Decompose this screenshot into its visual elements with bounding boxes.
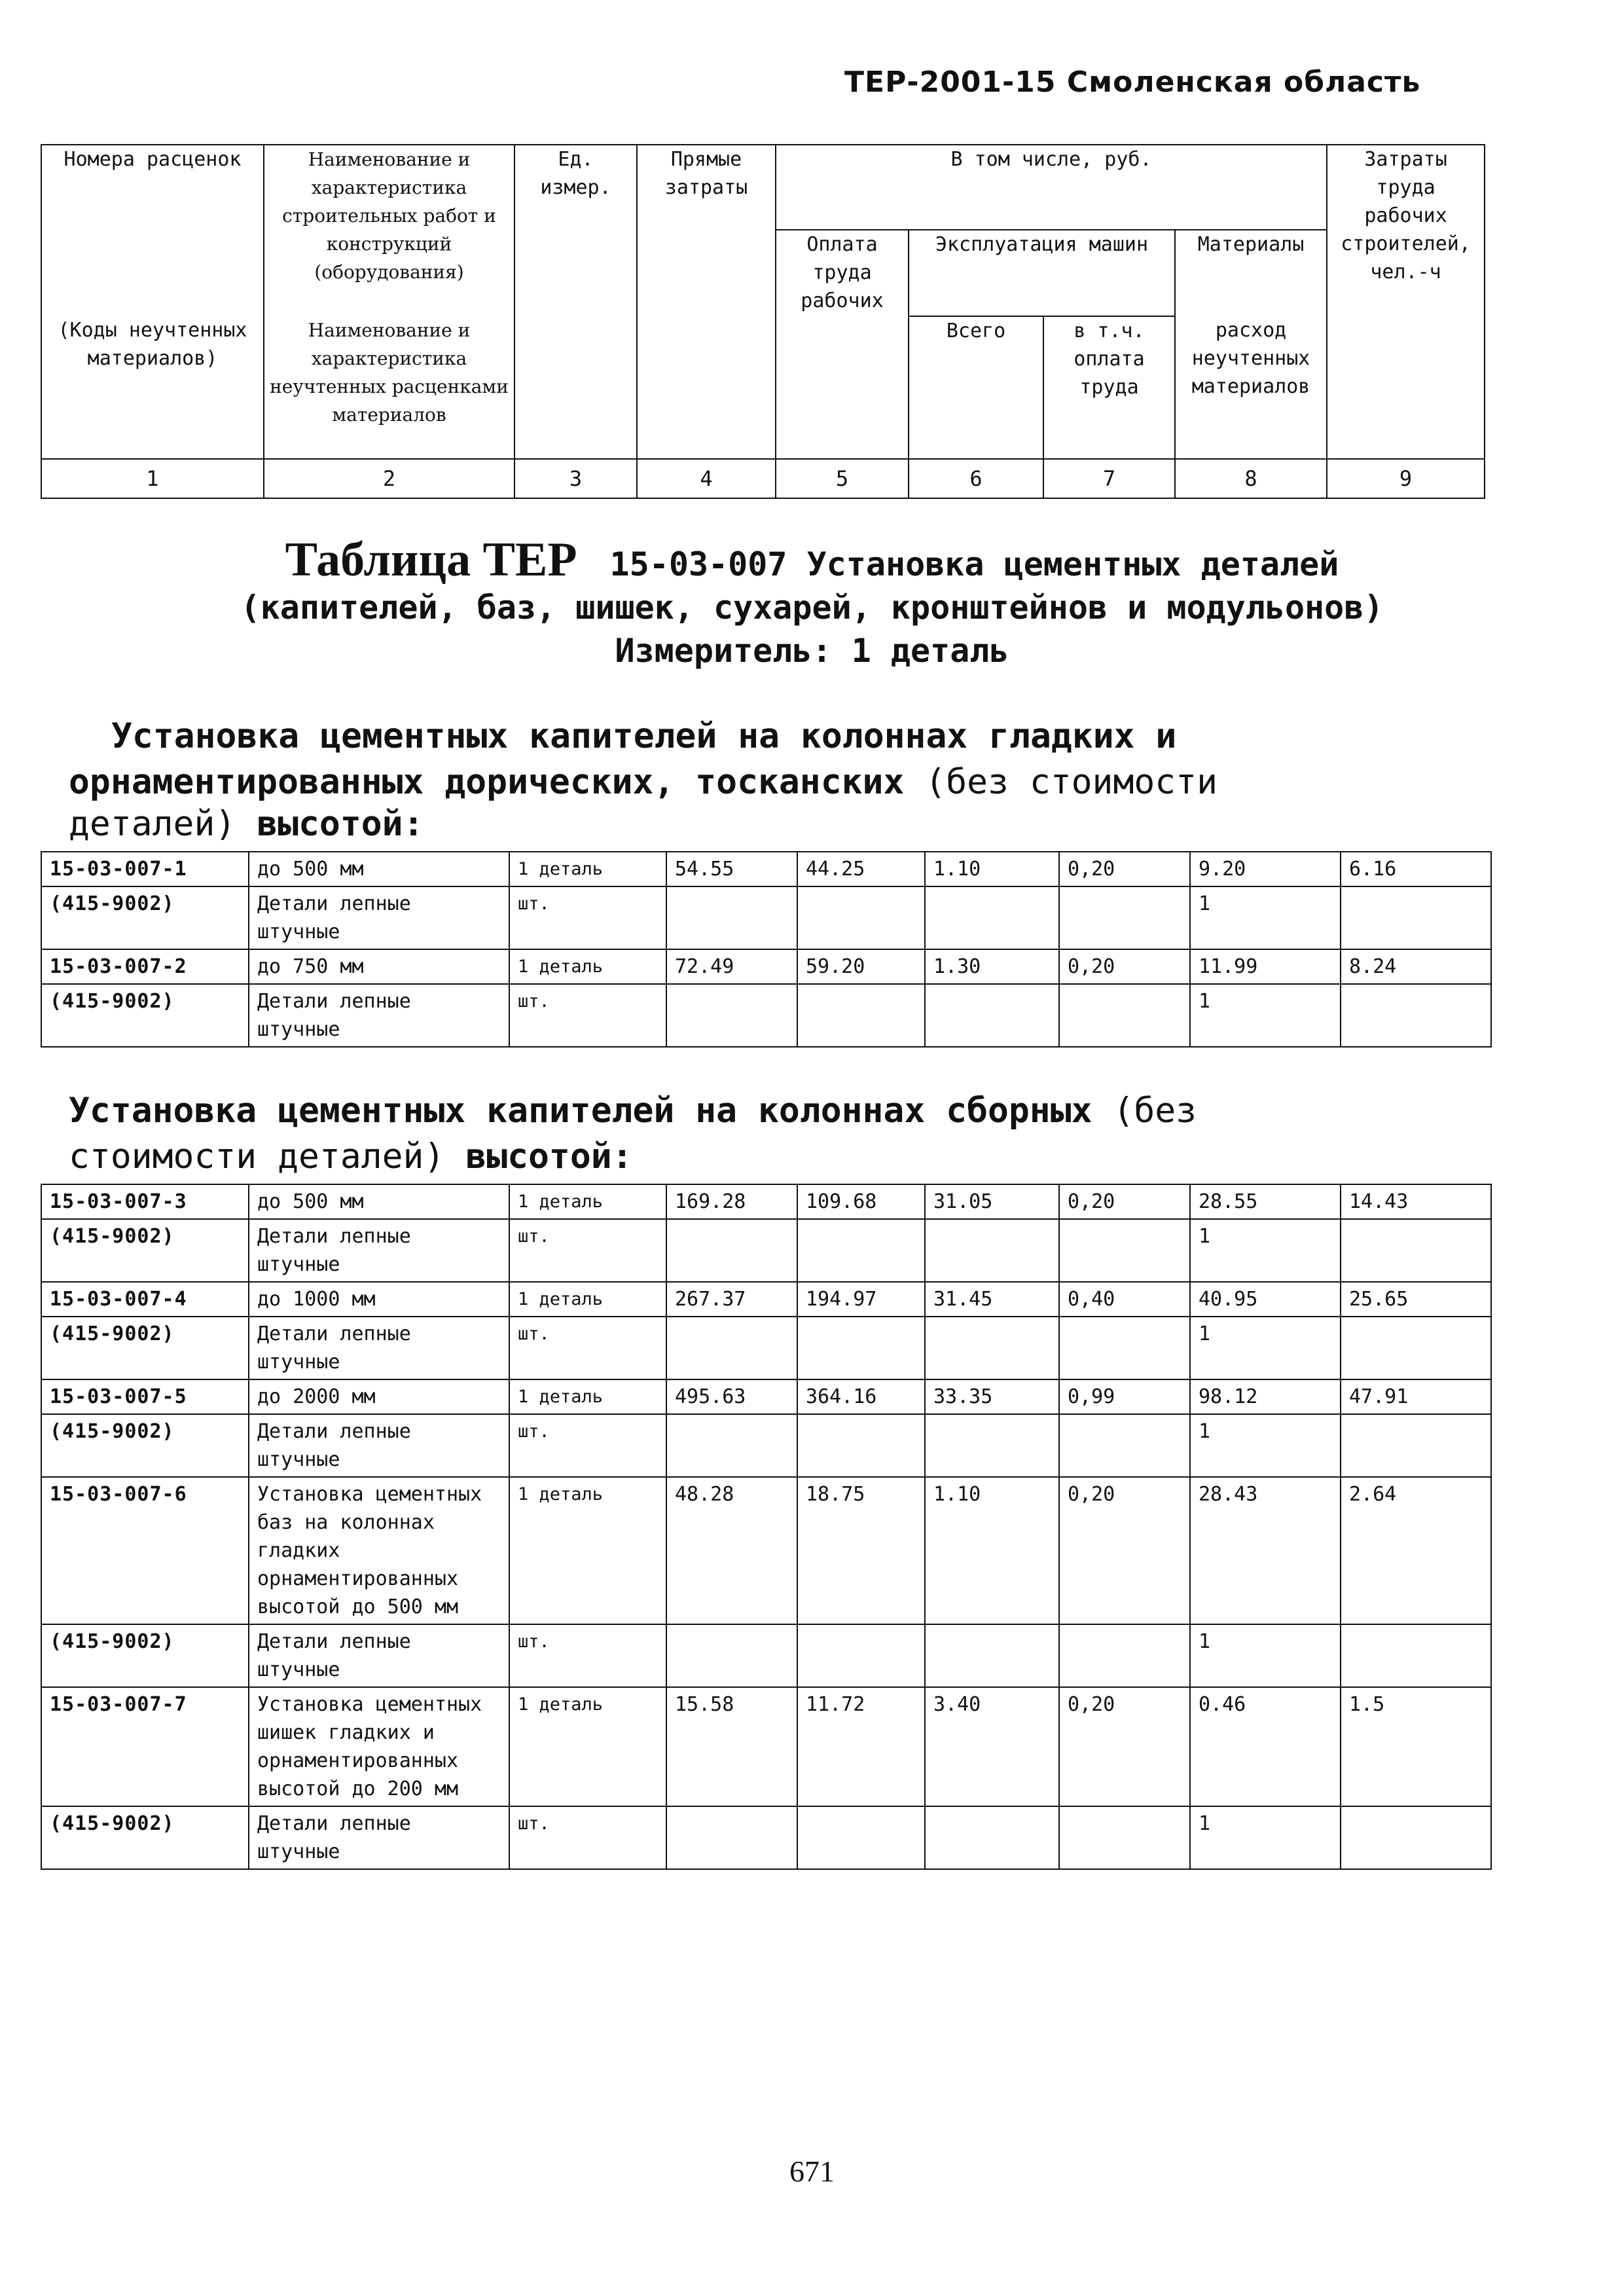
cell-materials: 28.55 xyxy=(1190,1184,1341,1219)
table-row xyxy=(41,949,1491,984)
cell-machines-wages: 0,20 xyxy=(1059,1184,1190,1219)
column-number: 1 xyxy=(41,459,264,498)
cell-worker-wages: 18.75 xyxy=(797,1477,925,1624)
cell-machines-wages: 0,20 xyxy=(1059,1477,1190,1624)
cell-machines-total xyxy=(925,886,1059,949)
table-row xyxy=(41,1317,1491,1379)
cell-worker-wages xyxy=(797,1219,925,1282)
cell-worker-wages xyxy=(797,886,925,949)
cell-materials: 40.95 xyxy=(1190,1282,1341,1317)
cell-rate-code: (415-9002) xyxy=(41,1806,249,1869)
cell-direct-costs: 169.28 xyxy=(666,1184,797,1219)
cell-unit: 1 деталь xyxy=(509,1687,666,1806)
cell-labor-costs: 8.24 xyxy=(1341,949,1491,984)
cell-rate-code: (415-9002) xyxy=(41,984,249,1047)
cell-direct-costs xyxy=(666,1806,797,1869)
table-row xyxy=(41,1687,1491,1806)
cell-work-name: до 500 мм xyxy=(249,852,509,886)
section2-line2-light: стоимости деталей) xyxy=(69,1137,445,1176)
cell-machines-wages xyxy=(1059,886,1190,949)
header-work-name: Наименование и характеристика строительных работ и конструкций (оборудования) xyxy=(264,145,514,316)
cell-rate-code: 15-03-007-3 xyxy=(41,1184,249,1219)
header-materials: Материалы xyxy=(1175,230,1327,316)
column-number: 9 xyxy=(1327,459,1485,498)
cell-direct-costs: 495.63 xyxy=(666,1379,797,1414)
cell-direct-costs xyxy=(666,1414,797,1477)
cell-work-name: Детали лепные штучные xyxy=(249,1806,509,1869)
cell-labor-costs xyxy=(1341,1219,1491,1282)
cell-work-name: до 1000 мм xyxy=(249,1282,509,1317)
cell-work-name: Детали лепные штучные xyxy=(249,886,509,949)
section1-heading xyxy=(69,714,1617,844)
table-row xyxy=(41,1414,1491,1477)
cell-worker-wages: 44.25 xyxy=(797,852,925,886)
cell-machines-wages: 0,20 xyxy=(1059,852,1190,886)
cell-machines-wages xyxy=(1059,984,1190,1047)
cell-direct-costs xyxy=(666,886,797,949)
cell-work-name: Детали лепные штучные xyxy=(249,984,509,1047)
cell-machines-total xyxy=(925,1806,1059,1869)
cell-worker-wages xyxy=(797,984,925,1047)
column-number: 3 xyxy=(514,459,637,498)
cell-rate-code: 15-03-007-5 xyxy=(41,1379,249,1414)
table-title-line2: (капителей, баз, шишек, сухарей, кронштейнов и модульонов) xyxy=(240,589,1384,627)
cell-materials: 1 xyxy=(1190,1414,1341,1477)
table-row xyxy=(41,886,1491,949)
cell-unit: шт. xyxy=(509,1317,666,1379)
column-number: 7 xyxy=(1043,459,1175,498)
cell-unit: шт. xyxy=(509,1414,666,1477)
header-material-consumption: расход неучтенных материалов xyxy=(1175,316,1327,459)
section1-table xyxy=(41,851,1492,1048)
cell-worker-wages: 11.72 xyxy=(797,1687,925,1806)
section1-line1: Установка цементных капителей на колоннах гладких и xyxy=(111,716,1177,756)
document-header: ТЕР-2001-15 Смоленская область xyxy=(844,65,1421,99)
cell-labor-costs: 47.91 xyxy=(1341,1379,1491,1414)
cell-machines-total xyxy=(925,1624,1059,1687)
cell-rate-code: (415-9002) xyxy=(41,1624,249,1687)
cell-labor-costs: 25.65 xyxy=(1341,1282,1491,1317)
cell-materials: 11.99 xyxy=(1190,949,1341,984)
header-machine-operation: Эксплуатация машин xyxy=(909,230,1175,316)
section1-line2-light: (без стоимости xyxy=(925,762,1218,802)
cell-worker-wages: 59.20 xyxy=(797,949,925,984)
cell-machines-wages: 0,20 xyxy=(1059,1687,1190,1806)
cell-rate-code: (415-9002) xyxy=(41,886,249,949)
cell-direct-costs xyxy=(666,1219,797,1282)
cell-machines-wages: 0,40 xyxy=(1059,1282,1190,1317)
cell-direct-costs xyxy=(666,1624,797,1687)
cell-rate-code: (415-9002) xyxy=(41,1414,249,1477)
cell-machines-total: 3.40 xyxy=(925,1687,1059,1806)
cell-unit: шт. xyxy=(509,1806,666,1869)
cell-worker-wages: 364.16 xyxy=(797,1379,925,1414)
column-number: 4 xyxy=(637,459,776,498)
table-row xyxy=(41,1477,1491,1624)
header-unaccounted-names: Наименование и характеристика неучтенных расценками материалов xyxy=(264,316,514,459)
header-unaccounted-codes: (Коды неучтенных материалов) xyxy=(41,316,264,459)
cell-unit: 1 деталь xyxy=(509,1379,666,1414)
cell-direct-costs: 267.37 xyxy=(666,1282,797,1317)
cell-machines-total: 1.10 xyxy=(925,1477,1059,1624)
section2-line1-light: (без xyxy=(1113,1091,1197,1131)
cell-work-name: Детали лепные штучные xyxy=(249,1219,509,1282)
table-row xyxy=(41,984,1491,1047)
cell-labor-costs xyxy=(1341,984,1491,1047)
cell-unit: шт. xyxy=(509,1219,666,1282)
cell-rate-code: 15-03-007-6 xyxy=(41,1477,249,1624)
cell-direct-costs: 48.28 xyxy=(666,1477,797,1624)
section1-line3-light: деталей) xyxy=(69,804,236,844)
table-row xyxy=(41,1379,1491,1414)
cell-labor-costs xyxy=(1341,1624,1491,1687)
cell-direct-costs: 72.49 xyxy=(666,949,797,984)
cell-work-name: Установка цементных шишек гладких и орнаментированных высотой до 200 мм xyxy=(249,1687,509,1806)
cell-machines-wages xyxy=(1059,1624,1190,1687)
header-machines-total: Всего xyxy=(909,316,1043,459)
cell-direct-costs: 54.55 xyxy=(666,852,797,886)
table-row xyxy=(41,1624,1491,1687)
cell-machines-wages xyxy=(1059,1414,1190,1477)
cell-rate-code: 15-03-007-4 xyxy=(41,1282,249,1317)
table-title xyxy=(0,533,1624,672)
page-number: 671 xyxy=(789,2155,835,2188)
cell-work-name: до 500 мм xyxy=(249,1184,509,1219)
section2-table xyxy=(41,1184,1492,1870)
column-number: 5 xyxy=(776,459,909,498)
cell-machines-total: 33.35 xyxy=(925,1379,1059,1414)
cell-materials: 1 xyxy=(1190,984,1341,1047)
table-row xyxy=(41,1184,1491,1219)
column-number: 6 xyxy=(909,459,1043,498)
cell-materials: 1 xyxy=(1190,1219,1341,1282)
cell-direct-costs xyxy=(666,1317,797,1379)
cell-work-name: Детали лепные штучные xyxy=(249,1317,509,1379)
table-row xyxy=(41,852,1491,886)
cell-worker-wages xyxy=(797,1317,925,1379)
cell-materials: 1 xyxy=(1190,1624,1341,1687)
header-including-rub: В том числе, руб. xyxy=(776,145,1327,230)
cell-unit: шт. xyxy=(509,886,666,949)
cell-materials: 0.46 xyxy=(1190,1687,1341,1806)
cell-machines-total: 1.30 xyxy=(925,949,1059,984)
section2-line1-bold: Установка цементных капителей на колоннах сборных xyxy=(69,1091,1092,1131)
section2-line2-bold: высотой: xyxy=(465,1137,633,1176)
table-row xyxy=(41,1806,1491,1869)
cell-machines-wages xyxy=(1059,1219,1190,1282)
cell-labor-costs: 1.5 xyxy=(1341,1687,1491,1806)
cell-work-name: Детали лепные штучные xyxy=(249,1414,509,1477)
cell-unit: шт. xyxy=(509,1624,666,1687)
cell-labor-costs xyxy=(1341,886,1491,949)
cell-machines-total xyxy=(925,1414,1059,1477)
cell-labor-costs: 2.64 xyxy=(1341,1477,1491,1624)
cell-work-name: до 2000 мм xyxy=(249,1379,509,1414)
column-number: 8 xyxy=(1175,459,1327,498)
header-unit: Ед. измер. xyxy=(514,145,637,459)
header-rate-numbers: Номера расценок xyxy=(41,145,264,316)
column-number: 2 xyxy=(264,459,514,498)
cell-rate-code: 15-03-007-7 xyxy=(41,1687,249,1806)
header-labor-costs: Затраты труда рабочих строителей, чел.-ч xyxy=(1327,145,1485,459)
cell-labor-costs xyxy=(1341,1414,1491,1477)
cell-materials: 1 xyxy=(1190,1806,1341,1869)
cell-machines-total: 31.05 xyxy=(925,1184,1059,1219)
cell-unit: 1 деталь xyxy=(509,1184,666,1219)
cell-rate-code: 15-03-007-2 xyxy=(41,949,249,984)
cell-machines-total: 31.45 xyxy=(925,1282,1059,1317)
column-header-table xyxy=(41,144,1485,499)
cell-machines-total xyxy=(925,1219,1059,1282)
table-title-prefix: Таблица ТЕР xyxy=(285,533,577,587)
table-row xyxy=(41,1219,1491,1282)
cell-machines-total xyxy=(925,1317,1059,1379)
section1-line3-bold: высотой: xyxy=(257,804,424,844)
header-direct-costs: Прямые затраты xyxy=(637,145,776,459)
cell-unit: 1 деталь xyxy=(509,852,666,886)
cell-machines-total: 1.10 xyxy=(925,852,1059,886)
cell-labor-costs xyxy=(1341,1317,1491,1379)
cell-work-name: Установка цементных баз на колоннах гладких орнаментированных высотой до 500 мм xyxy=(249,1477,509,1624)
cell-machines-wages xyxy=(1059,1806,1190,1869)
cell-labor-costs xyxy=(1341,1806,1491,1869)
cell-rate-code: (415-9002) xyxy=(41,1317,249,1379)
cell-unit: шт. xyxy=(509,984,666,1047)
cell-machines-total xyxy=(925,984,1059,1047)
cell-unit: 1 деталь xyxy=(509,1282,666,1317)
header-worker-wages: Оплата труда рабочих xyxy=(776,230,909,459)
cell-direct-costs: 15.58 xyxy=(666,1687,797,1806)
cell-unit: 1 деталь xyxy=(509,949,666,984)
table-title-line3: Измеритель: 1 деталь xyxy=(615,632,1009,670)
cell-materials: 1 xyxy=(1190,1317,1341,1379)
table-row xyxy=(41,1282,1491,1317)
section1-line2-bold: орнаментированных дорических, тосканских xyxy=(69,762,905,802)
cell-labor-costs: 6.16 xyxy=(1341,852,1491,886)
cell-worker-wages: 109.68 xyxy=(797,1184,925,1219)
cell-worker-wages xyxy=(797,1806,925,1869)
cell-labor-costs: 14.43 xyxy=(1341,1184,1491,1219)
cell-materials: 98.12 xyxy=(1190,1379,1341,1414)
cell-work-name: Детали лепные штучные xyxy=(249,1624,509,1687)
cell-materials: 1 xyxy=(1190,886,1341,949)
cell-machines-wages: 0,99 xyxy=(1059,1379,1190,1414)
cell-machines-wages: 0,20 xyxy=(1059,949,1190,984)
cell-work-name: до 750 мм xyxy=(249,949,509,984)
cell-machines-wages xyxy=(1059,1317,1190,1379)
section2-heading xyxy=(69,1088,1574,1180)
cell-worker-wages xyxy=(797,1414,925,1477)
cell-materials: 9.20 xyxy=(1190,852,1341,886)
cell-rate-code: 15-03-007-1 xyxy=(41,852,249,886)
header-machines-wages: в т.ч. оплата труда xyxy=(1043,316,1175,459)
cell-materials: 28.43 xyxy=(1190,1477,1341,1624)
cell-rate-code: (415-9002) xyxy=(41,1219,249,1282)
cell-worker-wages: 194.97 xyxy=(797,1282,925,1317)
cell-direct-costs xyxy=(666,984,797,1047)
cell-unit: 1 деталь xyxy=(509,1477,666,1624)
table-title-line1: 15-03-007 Установка цементных деталей xyxy=(609,545,1339,583)
cell-worker-wages xyxy=(797,1624,925,1687)
